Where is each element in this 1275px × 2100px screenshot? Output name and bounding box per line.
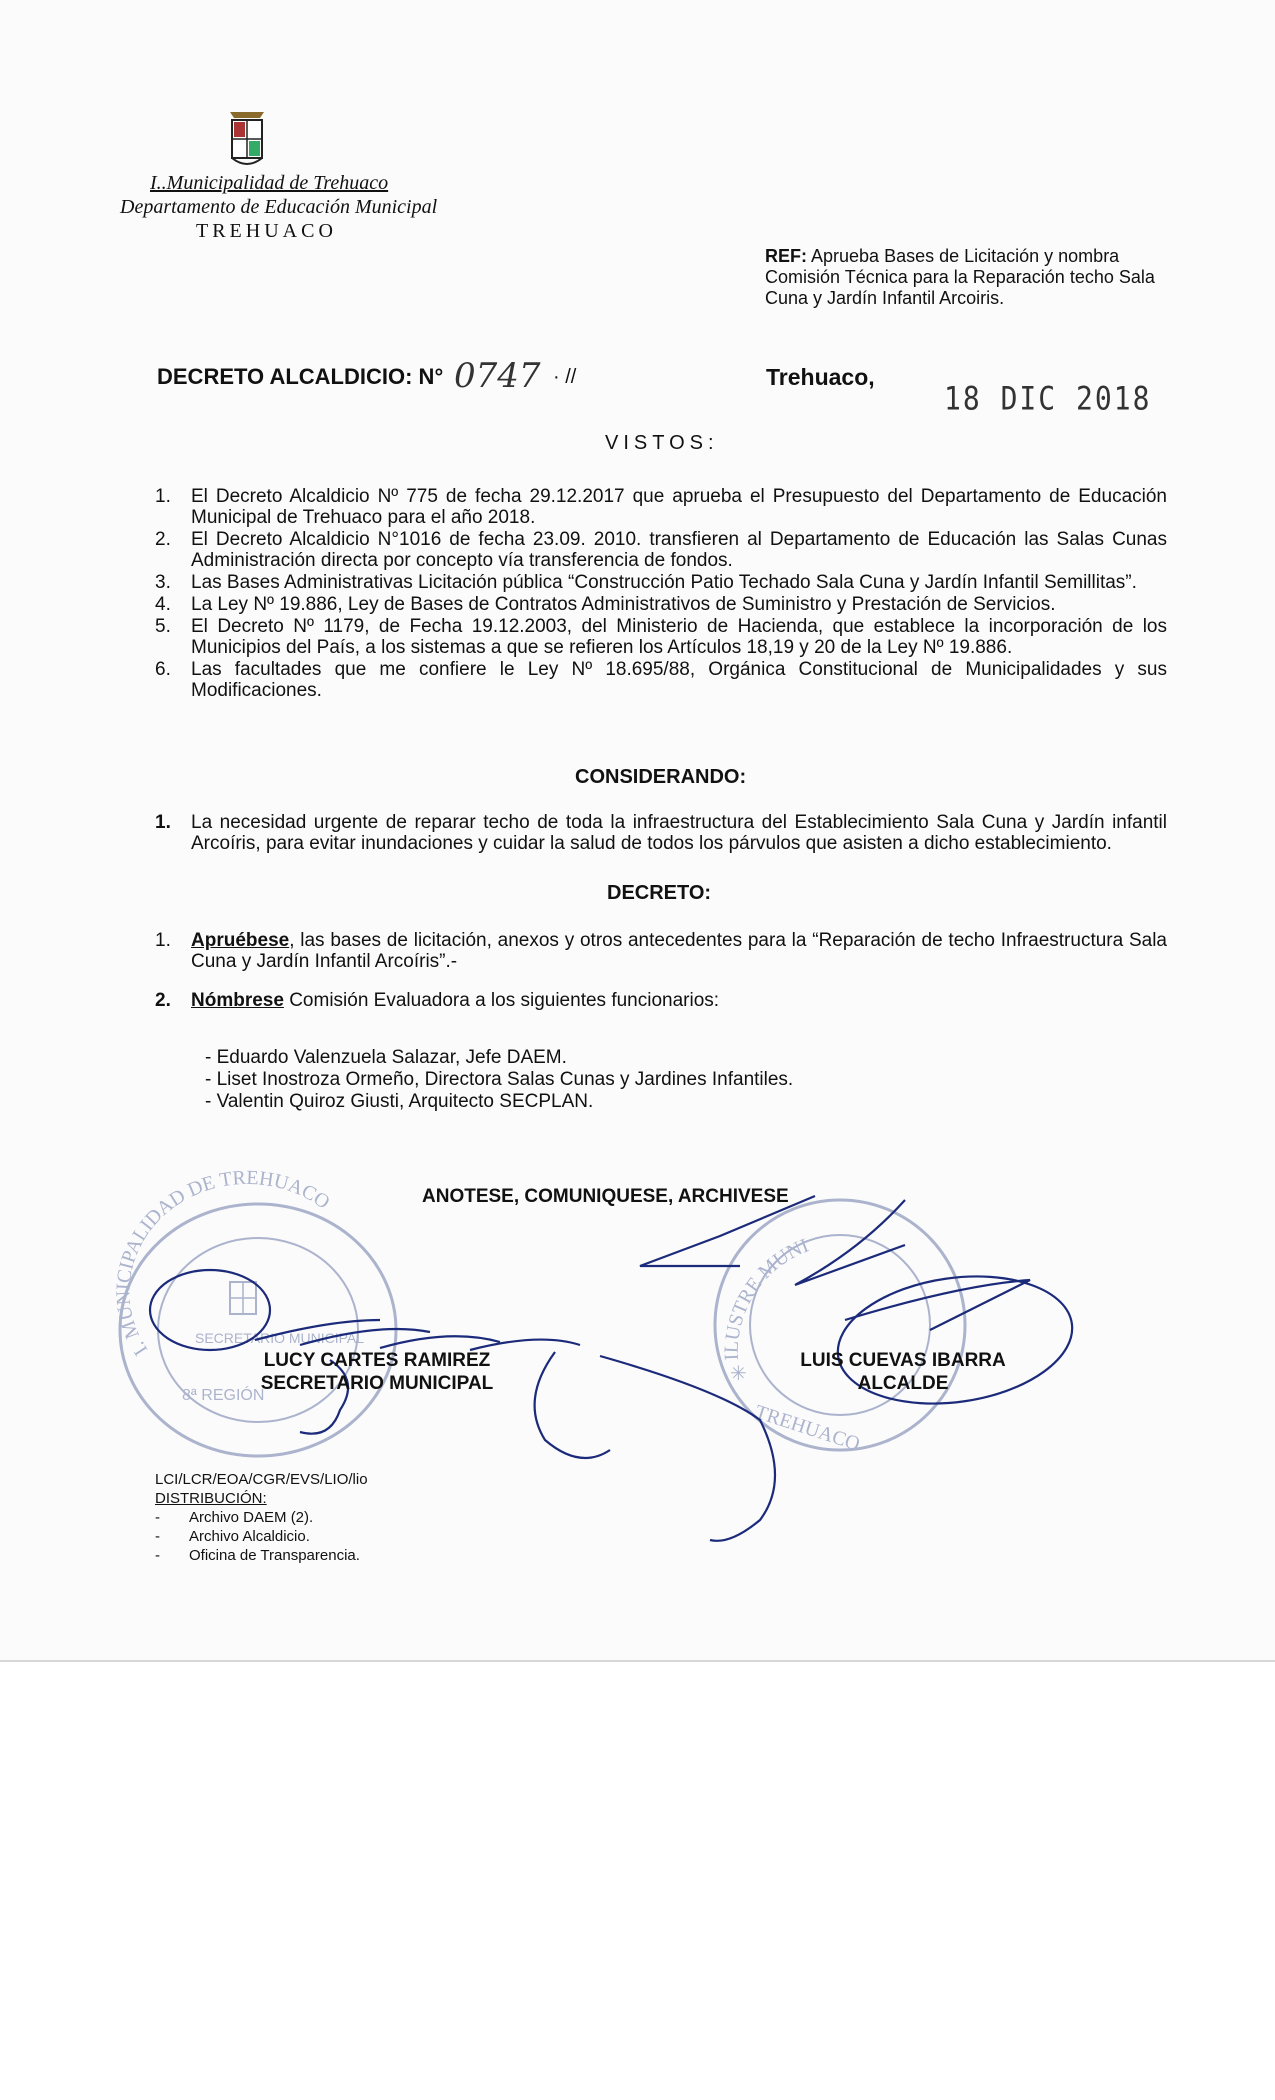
decree-place: Trehuaco, <box>766 364 875 390</box>
secretary-title: SECRETARIO MUNICIPAL <box>260 1373 494 1394</box>
svg-text:ILUSTRE MUNI <box>721 1235 812 1361</box>
svg-text:✳: ✳ <box>730 1363 747 1385</box>
item-text: Las Bases Administrativas Licitación pública “Construcción Patio Techado Sala Cuna y Jardín Infantil Semillitas”. <box>191 572 1137 593</box>
item-text: La necesidad urgente de reparar techo de toda la infraestructura del Establecimiento Sala Cuna y Jardín infantil Arcoíris, para evitar inundaciones y cuidar la salud de todos los párvulos que asisten a dicho establecimiento. <box>191 812 1167 854</box>
decree-label: DECRETO ALCALDICIO: N° <box>157 364 444 389</box>
item-number: 1. <box>155 486 171 507</box>
item-number: 4. <box>155 594 171 615</box>
decree-suffix: · // <box>553 366 577 388</box>
initials-line: LCI/LCR/EOA/CGR/EVS/LIO/lio <box>155 1471 368 1488</box>
considerando-title: CONSIDERANDO: <box>575 766 747 788</box>
item-number: 3. <box>155 572 171 593</box>
date-stamp: 18 DIC 2018 <box>944 379 1152 418</box>
item-body: Comisión Evaluadora a los siguientes funcionarios: <box>283 990 720 1011</box>
right-seal-bottom-text: TREHUACO <box>752 1400 863 1456</box>
municipality-name: I..Municipalidad de Trehuaco <box>150 172 389 194</box>
item-keyword: Nómbrese <box>191 990 284 1011</box>
right-seal-stamp <box>715 1200 965 1455</box>
item-text: La Ley Nº 19.886, Ley de Bases de Contratos Administrativos de Suministro y Prestación de Servicios. <box>191 594 1056 615</box>
item-number: 2. <box>155 529 171 550</box>
reference-text: Aprueba Bases de Licitación y nombra Comisión Técnica para la Reparación techo Sala Cuna y Jardín Infantil Arcoiris. <box>765 246 1155 308</box>
item-text: El Decreto Nº 1179, de Fecha 19.12.2003, del Ministerio de Hacienda, que establece la incorporación de los Municipios del País, a los sistemas a que se refieren los Artículos 18,19 y 20 de la Ley Nº 19.886. <box>191 616 1167 658</box>
item-number: 5. <box>155 616 171 637</box>
item-text: El Decreto Alcaldicio N°1016 de fecha 23.09. 2010. transfieren al Departamento de Educación las Salas Cunas Administración directa por concepto vía transferencia de fondos. <box>191 529 1167 571</box>
secretary-name: LUCY CARTES RAMIREZ <box>263 1350 491 1371</box>
mayor-title: ALCALDE <box>857 1373 949 1394</box>
distribution-item: - Archivo DAEM (2). <box>155 1509 314 1526</box>
distribution-item-text: Oficina de Transparencia. <box>189 1547 360 1564</box>
item-keyword: Apruébese <box>191 930 290 951</box>
item-text: Las facultades que me confiere le Ley Nº 18.695/88, Orgánica Constitucional de Municipalidades y sus Modificaciones. <box>191 659 1167 701</box>
distribution-item: - Oficina de Transparencia. <box>155 1547 360 1564</box>
item-number: 2. <box>155 990 171 1011</box>
left-seal-stamp <box>112 1167 396 1456</box>
right-seal-ring-text: ILUSTRE MUNI <box>720 1234 812 1361</box>
reference-label: REF: <box>765 246 807 266</box>
vistos-title: VISTOS: <box>605 432 719 454</box>
official-entry: - Liset Inostroza Ormeño, Directora Salas Cunas y Jardines Infantiles. <box>205 1069 794 1090</box>
item-text: El Decreto Alcaldicio Nº 775 de fecha 29.12.2017 que aprueba el Presupuesto del Departamento de Educación Municipal de Trehuaco para el año 2018. <box>191 486 1167 528</box>
official-entry: - Eduardo Valenzuela Salazar, Jefe DAEM. <box>205 1047 567 1068</box>
decree-number-handwritten: 0747 <box>454 356 541 396</box>
left-seal-inner-text: SECRETARIO MUNICIPAL <box>195 1330 365 1346</box>
official-entry: - Valentin Quiroz Giusti, Arquitecto SECPLAN. <box>205 1091 594 1112</box>
distribution-label: DISTRIBUCIÓN: <box>155 1490 267 1507</box>
item-body: , las bases de licitación, anexos y otros antecedentes para la “Reparación de techo Infraestructura Sala Cuna y Jardín Infantil Arcoíris”.- <box>191 930 1167 972</box>
city-name: TREHUACO <box>196 220 337 242</box>
item-number: 1. <box>155 930 171 951</box>
mayor-name: LUIS CUEVAS IBARRA <box>800 1350 1006 1371</box>
item-number: 1. <box>155 812 171 833</box>
item-number: 6. <box>155 659 171 680</box>
left-seal-region-text: 8ª REGIÓN <box>182 1387 265 1404</box>
distribution-item: - Archivo Alcaldicio. <box>155 1528 310 1545</box>
closing-formula: ANOTESE, COMUNIQUESE, ARCHIVESE <box>422 1186 789 1207</box>
left-seal-ring-text: I. MUNICIPALIDAD DE TREHUACO <box>112 1166 334 1360</box>
decreto-title: DECRETO: <box>607 882 712 904</box>
department-name: Departamento de Educación Municipal <box>120 196 438 218</box>
distribution-item-text: Archivo DAEM (2). <box>189 1509 314 1526</box>
distribution-item-text: Archivo Alcaldicio. <box>189 1528 310 1545</box>
footer-block <box>155 1470 368 1565</box>
